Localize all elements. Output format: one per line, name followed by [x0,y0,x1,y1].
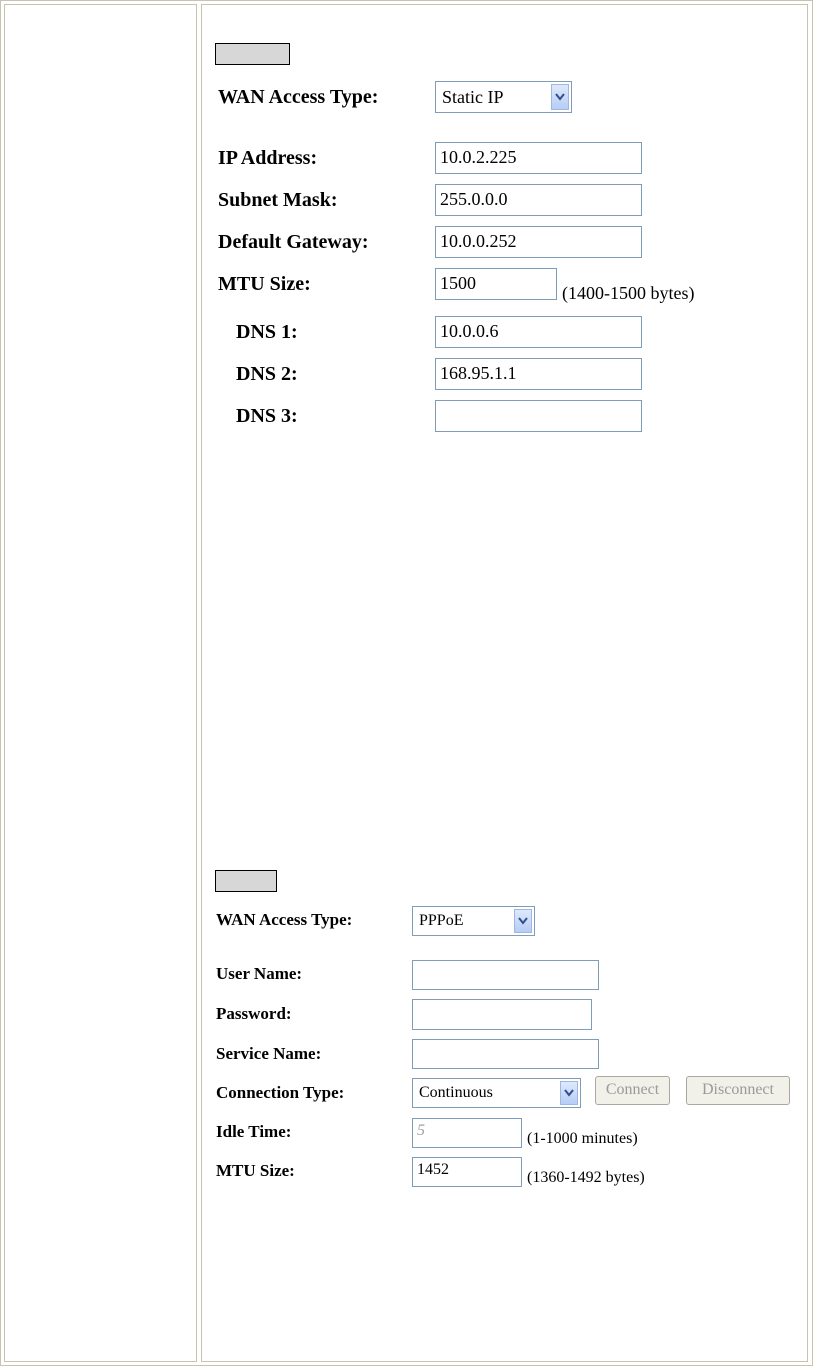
left-column [4,4,197,1362]
connection-type-label: Connection Type: [216,1083,345,1102]
pppoe-wan-access-type-value: PPPoE [419,912,464,929]
pppoe-mtu-size-label: MTU Size: [216,1161,295,1180]
dns1-field[interactable]: 10.0.0.6 [435,316,642,348]
default-gateway-label: Default Gateway: [218,231,369,253]
user-name-field[interactable] [412,960,599,990]
service-name-field[interactable] [412,1039,599,1069]
pppoe-caption-tag [215,870,277,892]
static-ip-caption-tag [215,43,290,65]
wan-access-type-value: Static IP [442,87,504,107]
wan-access-type-select[interactable] [435,81,572,113]
subnet-mask-label: Subnet Mask: [218,189,338,211]
dns2-field[interactable]: 168.95.1.1 [435,358,642,390]
connection-type-select[interactable] [412,1078,581,1108]
connect-button[interactable]: Connect [595,1076,670,1105]
connection-type-value: Continuous [419,1084,493,1101]
idle-time-hint: (1-1000 minutes) [527,1130,638,1147]
pppoe-wan-access-type-label: WAN Access Type: [216,910,353,929]
wan-access-type-label: WAN Access Type: [218,86,379,108]
dns3-label: DNS 3: [236,405,298,427]
pppoe-wan-access-type-select[interactable] [412,906,535,936]
dns1-label: DNS 1: [236,321,298,343]
idle-time-field[interactable]: 5 [412,1118,522,1148]
pppoe-mtu-size-hint: (1360-1492 bytes) [527,1169,645,1186]
mtu-size-label: MTU Size: [218,273,311,295]
subnet-mask-field[interactable]: 255.0.0.0 [435,184,642,216]
chevron-down-icon[interactable] [551,84,569,110]
user-name-label: User Name: [216,964,303,983]
dns3-field[interactable] [435,400,642,432]
mtu-size-hint: (1400-1500 bytes) [562,283,695,303]
disconnect-button[interactable]: Disconnect [686,1076,790,1105]
mtu-size-field[interactable]: 1500 [435,268,557,300]
pppoe-mtu-size-field[interactable]: 1452 [412,1157,522,1187]
idle-time-label: Idle Time: [216,1122,292,1141]
dns2-label: DNS 2: [236,363,298,385]
default-gateway-field[interactable]: 10.0.0.252 [435,226,642,258]
password-field[interactable] [412,999,592,1030]
chevron-down-icon[interactable] [560,1081,578,1105]
ip-address-label: IP Address: [218,147,318,169]
password-label: Password: [216,1004,292,1023]
chevron-down-icon[interactable] [514,909,532,933]
ip-address-field[interactable]: 10.0.2.225 [435,142,642,174]
service-name-label: Service Name: [216,1044,322,1063]
